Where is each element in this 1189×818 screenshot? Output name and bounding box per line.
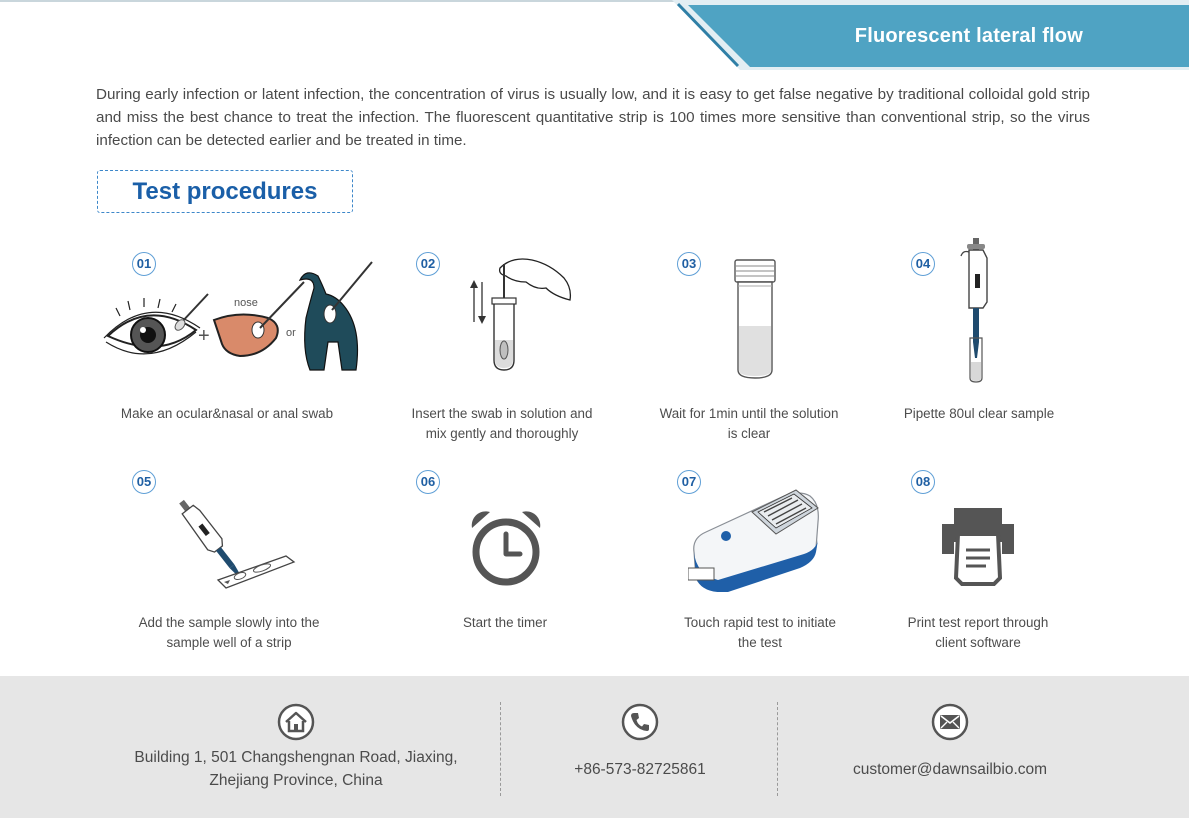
- phone-icon: [621, 703, 659, 741]
- step-caption: Pipette 80ul clear sample: [903, 406, 1055, 421]
- pipette-icon: [953, 236, 1003, 384]
- nose-label: nose: [234, 297, 258, 309]
- step-number: 03: [677, 252, 701, 276]
- caption-line: Wait for 1min until the solution: [659, 406, 839, 421]
- step-caption: [650, 613, 870, 653]
- or-label: or: [286, 327, 296, 339]
- analyzer-device-icon: [688, 482, 828, 592]
- address-text: [110, 746, 482, 792]
- step-number: 07: [677, 470, 701, 494]
- step-number: 01: [132, 252, 156, 276]
- step-number: 04: [911, 252, 935, 276]
- step-number: 02: [416, 252, 440, 276]
- caption-line: client software: [935, 635, 1021, 650]
- phone-number[interactable]: +86-573-82725861: [574, 761, 706, 778]
- step-caption: [104, 613, 354, 653]
- intro-paragraph: During early infection or latent infection, the concentration of virus is usually low, and it is easy to get false negative by traditional colloidal gold strip and miss the best chance to treat the infection. The fluorescent quantitative strip is 100 times more sensitive than conventional strip, so the virus infection can be detected earlier and be treated in time.: [96, 86, 1090, 149]
- alarm-clock-icon: [466, 508, 546, 588]
- contact-footer: [0, 676, 1189, 818]
- step-number: 06: [416, 470, 440, 494]
- email-address[interactable]: customer@dawnsailbio.com: [852, 761, 1048, 778]
- step-caption: [390, 404, 614, 444]
- caption-line: is clear: [727, 426, 771, 441]
- footer-divider: [500, 702, 501, 796]
- address-line: Zhejiang Province, China: [209, 772, 383, 789]
- swab-tube-icon: [460, 248, 590, 378]
- step-number: 08: [911, 470, 935, 494]
- footer-divider: [777, 702, 778, 796]
- page-title: Fluorescent lateral flow: [854, 25, 1083, 47]
- caption-line: sample well of a strip: [166, 635, 292, 650]
- mail-icon: [931, 703, 969, 741]
- sample-tube-icon: [725, 252, 785, 382]
- caption-line: Touch rapid test to initiate: [684, 615, 836, 630]
- pipette-strip-icon: [178, 484, 308, 594]
- eye-nose-cat-swab-icon: [100, 258, 390, 383]
- section-title: Test procedures: [132, 178, 318, 205]
- printer-icon: [940, 506, 1016, 586]
- step-caption: [872, 613, 1084, 653]
- caption-line: mix gently and thoroughly: [425, 426, 579, 441]
- caption-line: Add the sample slowly into the: [138, 615, 320, 630]
- step-caption: Make an ocular&nasal or anal swab: [120, 406, 334, 421]
- section-heading-box: [97, 170, 353, 213]
- caption-line: Print test report through: [907, 615, 1049, 630]
- caption-line: Insert the swab in solution and: [411, 406, 593, 421]
- step-caption: Start the timer: [462, 615, 548, 630]
- step-number: 05: [132, 470, 156, 494]
- address-line: Building 1, 501 Changshengnan Road, Jiaxing,: [134, 749, 458, 766]
- step-caption: [638, 404, 860, 444]
- caption-line: the test: [738, 635, 782, 650]
- home-icon: [277, 703, 315, 741]
- plus-label: +: [198, 325, 210, 347]
- header-banner: [0, 0, 1189, 70]
